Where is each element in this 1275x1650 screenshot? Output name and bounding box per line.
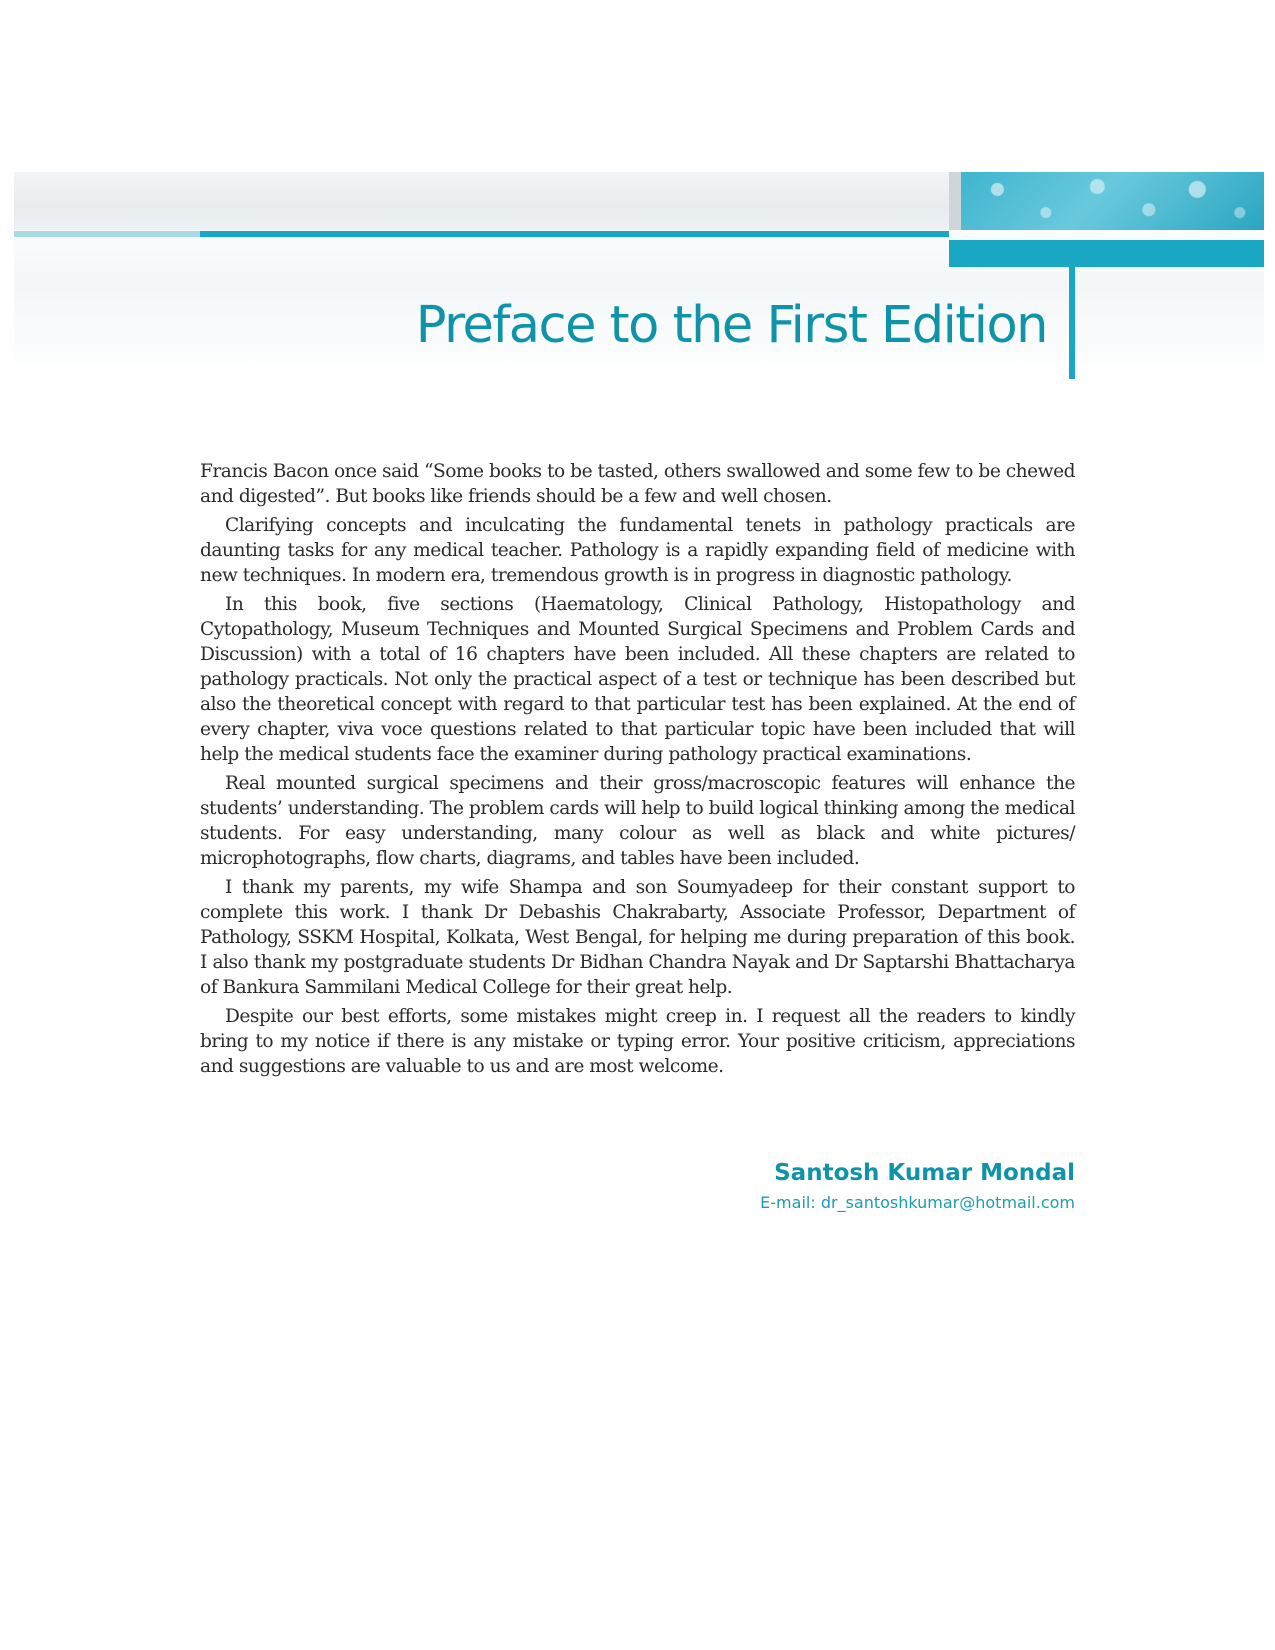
page-title: Preface to the First Edition xyxy=(415,296,1047,355)
author-name: Santosh Kumar Mondal xyxy=(774,1160,1075,1186)
banner-accent-line xyxy=(200,231,949,237)
author-email: E-mail: dr_santoshkumar@hotmail.com xyxy=(760,1193,1075,1212)
banner-vertical-bar xyxy=(1069,267,1075,379)
banner-teal-block xyxy=(949,240,1264,267)
paragraph: I thank my parents, my wife Shampa and son Soumyadeep for their constant support to complete this work. I thank Dr Debashis Chakrabarty, Associate Professor, Department of Pathology, SSKM Hospital, Kolkata, West Bengal, for helping me during preparation of this book. I also thank my postgraduate students Dr Bidhan Chandra Nayak and Dr Saptarshi Bhattacharya of Bankura Sammilani Medical College for their great help. xyxy=(200,877,1075,998)
banner-pattern-image xyxy=(961,172,1264,230)
paragraph: Despite our best efforts, some mistakes might creep in. I request all the readers to kindly bring to my notice if there is any mistake or typing error. Your positive criticism, appreciations and suggestions are valuable to us and are most welcome. xyxy=(200,1006,1075,1077)
paragraph: Clarifying concepts and inculcating the fundamental tenets in pathology practicals are daunting tasks for any medical teacher. Pathology is a rapidly expanding field of medicine with new techniques. In modern era, tremendous growth is in progress in diagnostic pathology. xyxy=(200,515,1075,586)
paragraph: Real mounted surgical specimens and their gross/macroscopic features will enhance the students’ understanding. The problem cards will help to build logical thinking among the medical students. For easy understanding, many colour as well as black and white pictures/ microphotographs, flow charts, diagrams, and tables have been included. xyxy=(200,773,1075,869)
banner-top-strip xyxy=(14,172,949,230)
preface-body xyxy=(200,459,1075,1083)
banner-accent-line-light xyxy=(14,231,200,237)
banner-grey-step xyxy=(949,172,961,230)
paragraph: In this book, five sections (Haematology, Clinical Pathology, Histopathology and Cytopathology, Museum Techniques and Mounted Surgical Specimens and Problem Cards and Discussion) with a total of 16 chapters have been included. All these chapters are related to pathology practicals. Not only the practical aspect of a test or technique has been described but also the theoretical concept with regard to that particular test has been explained. At the end of every chapter, viva voce questions related to that particular topic have been included that will help the medical students face the examiner during pathology practical examinations. xyxy=(200,594,1075,765)
signature-block xyxy=(760,1158,1075,1215)
paragraph: Francis Bacon once said “Some books to be tasted, others swallowed and some few to be chewed and digested”. But books like friends should be a few and well chosen. xyxy=(200,461,1075,507)
